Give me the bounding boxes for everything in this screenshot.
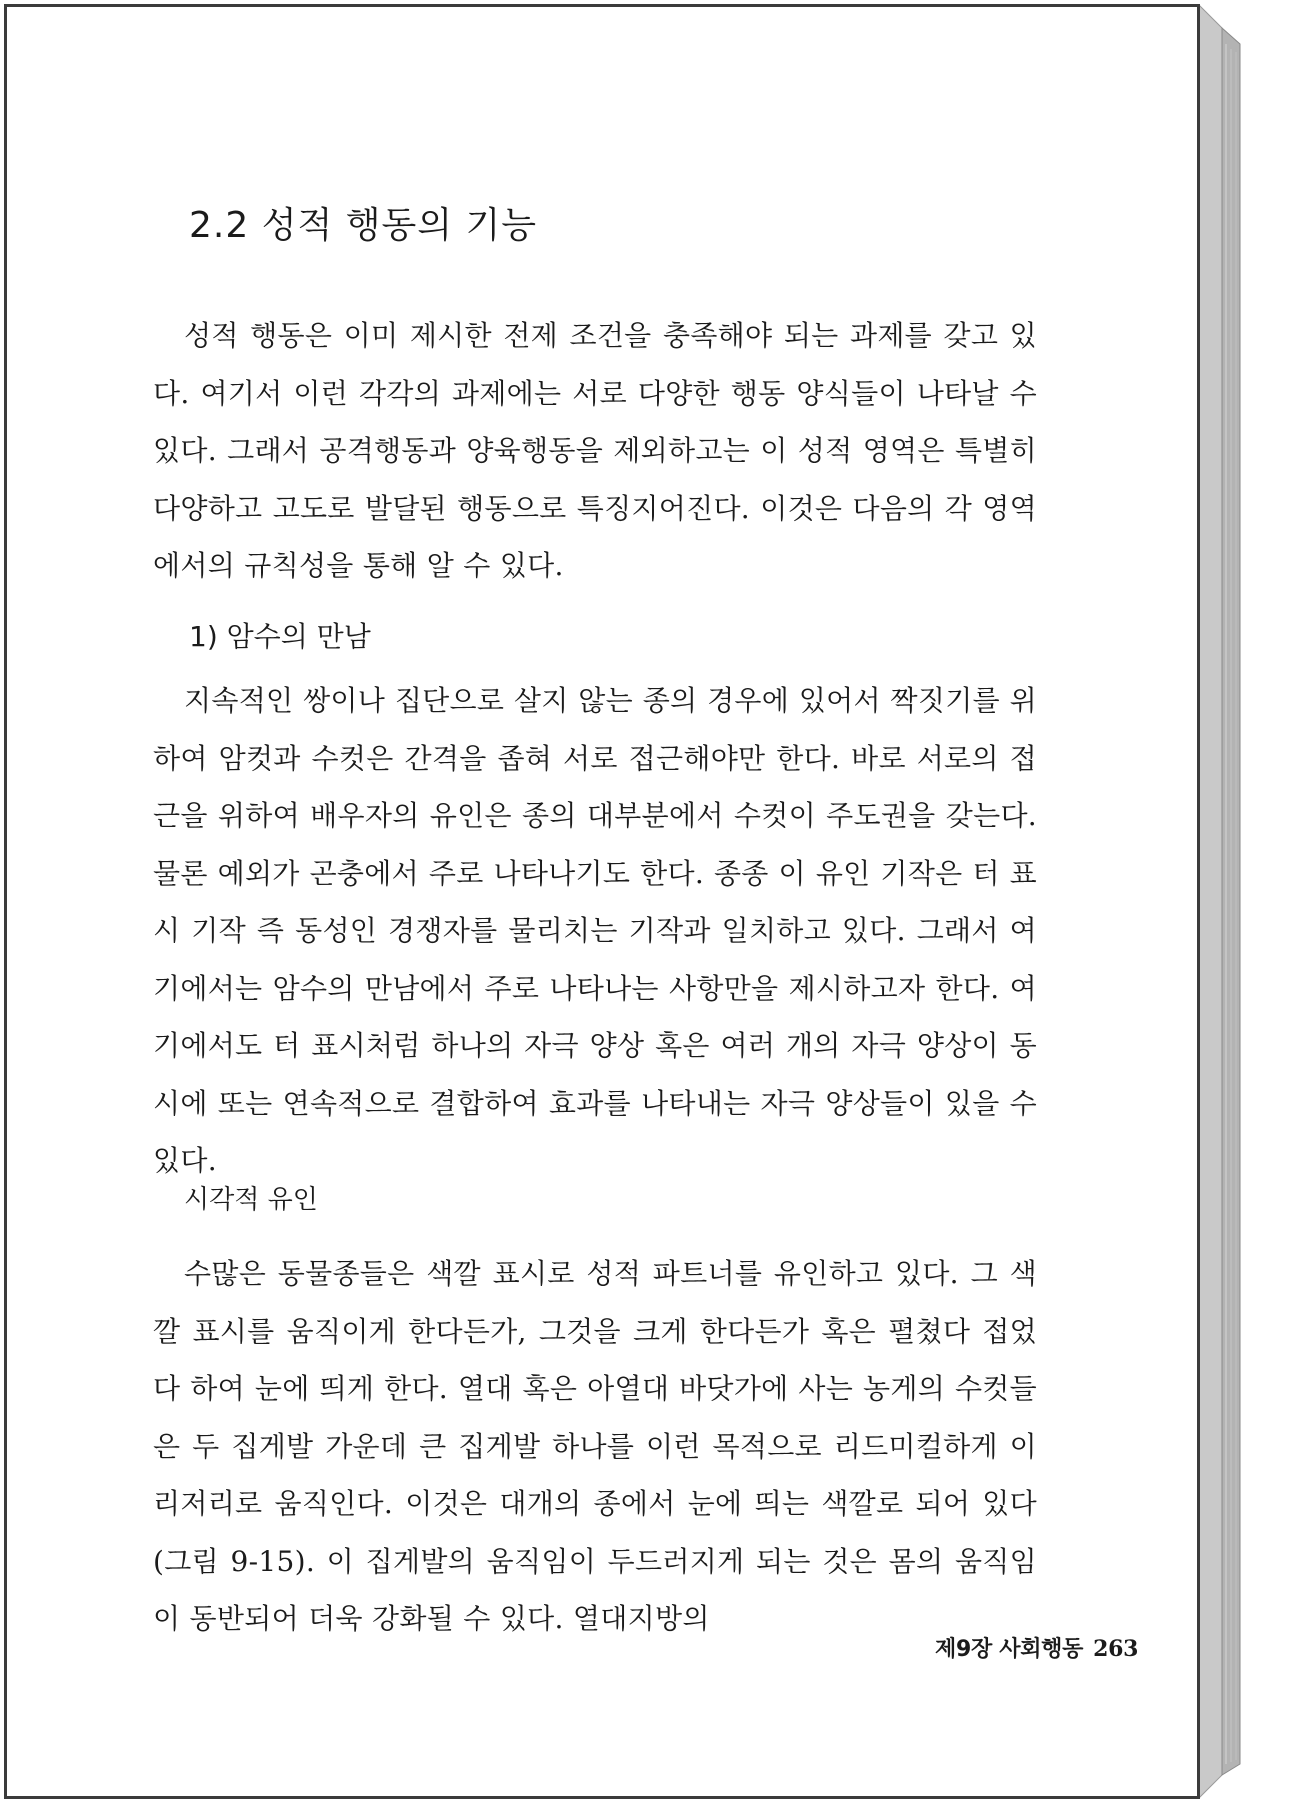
page-number: 263 [1093,1636,1139,1662]
subsection-heading: 1) 암수의 만남 [189,620,371,653]
intro-paragraph: 성적 행동은 이미 제시한 전제 조건을 충족해야 되는 과제를 갖고 있다. 여기서 이런 각각의 과제에는 서로 다양한 행동 양식들이 나타날 수 있다. 그래서 공격행동과 양육행동을 제외하고는 이 성적 영역은 특별히 다양하고 고도로 발달된 행동으로 특징지어진다. 이것은 다음의 각 영역에서의 규칙성을 통해 알 수 있다. [153,319,1037,582]
chapter-title: 제9장 사회행동 [935,1637,1084,1662]
book-page [4,4,1200,1799]
page-thickness-edge [1198,4,1242,1799]
section-title: 2.2 성적 행동의 기능 [189,205,538,246]
subsection-paragraph: 지속적인 쌍이나 집단으로 살지 않는 종의 경우에 있어서 짝짓기를 위하여 암컷과 수컷은 간격을 좁혀 서로 접근해야만 한다. 바로 서로의 접근을 위하여 배우자의 유인은 종의 대부분에서 수컷이 주도권을 갖는다. 물론 예외가 곤충에서 주로 나타나기도 한다. 종종 이 유인 기작은 터 표시 기작 즉 동성인 경쟁자를 물리치는 기작과 일치하고 있다. 그래서 여기에서는 암수의 만남에서 주로 나타나는 사항만을 제시하고자 한다. 여기에서도 터 표시처럼 하나의 자극 양상 혹은 여러 개의 자극 양상이 동시에 또는 연속적으로 결합하여 효과를 나타내는 자극 양상들이 있을 수 있다. [153,684,1037,1177]
topic-heading: 시각적 유인 [184,1185,318,1215]
running-footer [935,1632,1138,1663]
topic-paragraph: 수많은 동물종들은 색깔 표시로 성적 파트너를 유인하고 있다. 그 색깔 표시를 움직이게 한다든가, 그것을 크게 한다든가 혹은 펼쳤다 접었다 하여 눈에 띄게 한다. 열대 혹은 아열대 바닷가에 사는 농게의 수컷들은 두 집게발 가운데 큰 집게발 하나를 이런 목적으로 리드미컬하게 이리저리로 움직인다. 이것은 대개의 종에서 눈에 띄는 색깔로 되어 있다(그림 9-15). 이 집게발의 움직임이 두드러지게 되는 것은 몸의 움직임이 동반되어 더욱 강화될 수 있다. 열대지방의 [153,1257,1037,1635]
